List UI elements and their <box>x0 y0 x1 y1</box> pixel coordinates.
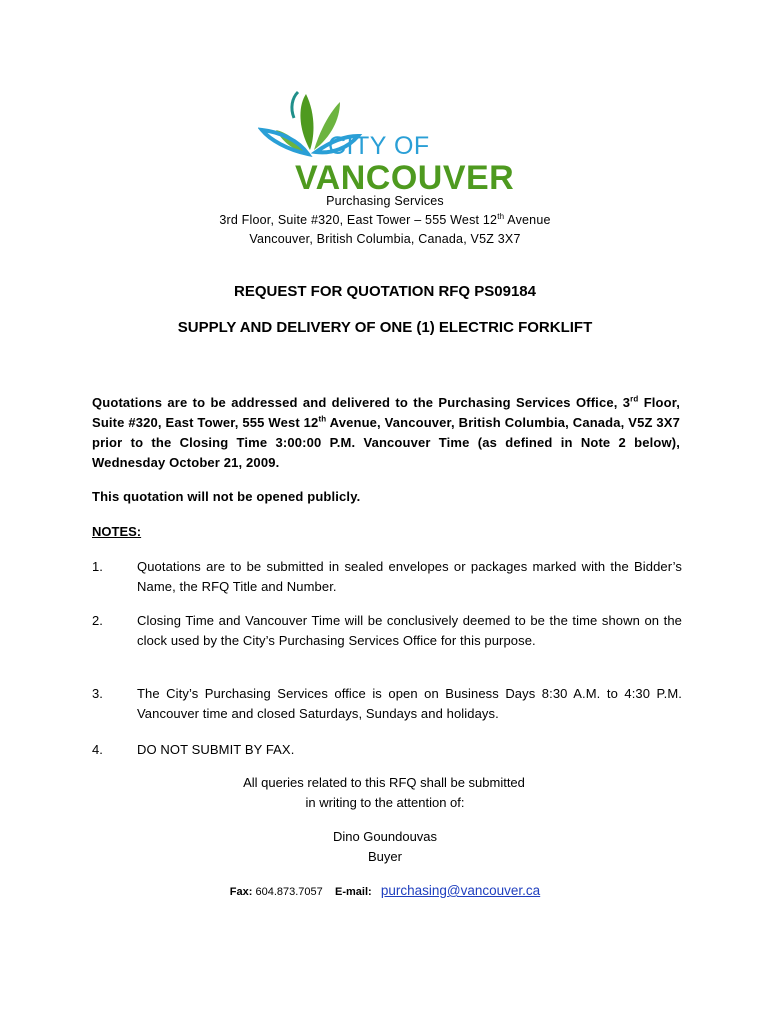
email-label: E-mail: <box>335 886 372 898</box>
notes-heading: NOTES: <box>92 524 142 539</box>
note-number: 3. <box>92 686 103 701</box>
fax-label: Fax: <box>229 886 253 898</box>
not-public-statement: This quotation will not be opened publicly. <box>92 489 361 504</box>
buyer-name: Dino Goundouvas <box>332 829 438 844</box>
note-text: DO NOT SUBMIT BY FAX. <box>137 742 295 757</box>
logo-vancouver-text: VANCOUVER <box>295 159 515 197</box>
note-text: Quotations are to be submitted in sealed envelopes or packages marked with the Bidder’s Name, the RFQ Title and Number. <box>137 559 682 594</box>
contact-instruction-line-1: All queries related to this RFQ shall be submitted <box>243 775 525 790</box>
logo-city-of-text: CITY OF <box>328 132 430 160</box>
fax-number: 604.873.7057 <box>255 886 323 898</box>
rfq-subject: SUPPLY AND DELIVERY OF ONE (1) ELECTRIC FORKLIFT <box>177 319 593 336</box>
department-name: Purchasing Services <box>326 194 444 208</box>
address-line-2: Vancouver, British Columbia, Canada, V5Z 3X7 <box>249 232 521 246</box>
note-number: 4. <box>92 742 103 757</box>
note-text: The City’s Purchasing Services office is open on Business Days 8:30 A.M. to 4:30 P.M. Vancouver time and closed Saturdays, Sundays and holidays. <box>137 686 682 721</box>
city-of-vancouver-logo <box>258 88 514 196</box>
intro-paragraph: Quotations are to be addressed and delivered to the Purchasing Services Office, 3rd Floor, Suite #320, East Tower, 555 West 12th Avenue, Vancouver, British Columbia, Canada, V5Z 3X7 prior to the Closing Time 3:00:00 P.M. Vancouver Time (as defined in Note 2 below), Wednesday October 21, 2009. <box>92 394 680 470</box>
contact-instruction-line-2: in writing to the attention of: <box>305 795 465 810</box>
buyer-role: Buyer <box>368 849 402 864</box>
email-link[interactable]: purchasing@vancouver.ca <box>380 883 541 898</box>
rfq-title: REQUEST FOR QUOTATION RFQ PS09184 <box>234 283 536 300</box>
contact-footer <box>0 883 770 898</box>
address-line-1: 3rd Floor, Suite #320, East Tower – 555 West 12th Avenue <box>219 211 551 227</box>
note-text: Closing Time and Vancouver Time will be conclusively deemed to be the time shown on the clock used by the City’s Purchasing Services Office for this purpose. <box>137 613 682 648</box>
note-number: 2. <box>92 613 103 628</box>
note-number: 1. <box>92 559 103 574</box>
